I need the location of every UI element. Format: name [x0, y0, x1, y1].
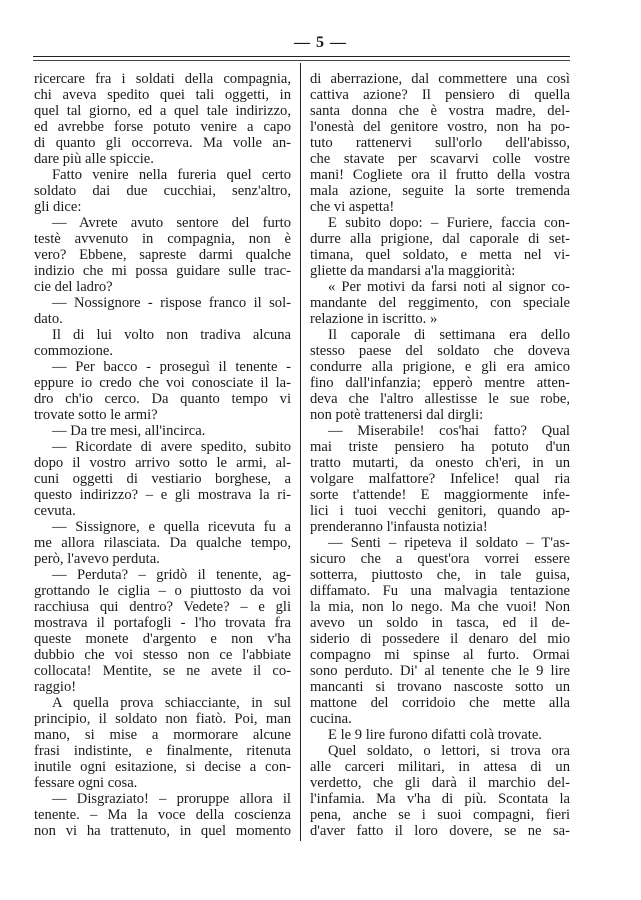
text-line: mani! Cogliete ora il frutto della vostra: [310, 167, 570, 183]
text-line: d'aver fatto il loro dovere, se ne sa-: [310, 823, 570, 839]
text-line: siderio di possedere il denaro del mio: [310, 631, 570, 647]
text-line: la mia, non lo nego. Ma che vuoi! Non: [310, 599, 570, 615]
paragraph: [310, 279, 570, 327]
text-line: soldato dai due cucchiai, senz'altro,: [34, 183, 291, 199]
text-line: queste monete d'argento e non v'ha: [34, 631, 291, 647]
text-line: lici i tuoi vecchi genitori, quando ap-: [310, 503, 570, 519]
paragraph: [34, 71, 291, 167]
text-line: testè avvenuto in compagnia, non è: [34, 231, 291, 247]
text-line: sotterra, piuttosto che, in tale guisa,: [310, 567, 570, 583]
text-line: che vi aspetta!: [310, 199, 395, 215]
text-line: me allora rilasciata. Da qualche tempo,: [34, 535, 291, 551]
header-rule-top: [33, 56, 570, 57]
text-line: commozione.: [34, 343, 114, 359]
text-line: mattone del corridoio che mette alla: [310, 695, 570, 711]
text-line: — Ricordate di avere spedito, subito: [52, 439, 291, 455]
text-line: tuto rattenervi sull'orlo dell'abisso,: [310, 135, 570, 151]
text-line: A quella prova schiacciante, in sul: [52, 695, 291, 711]
paragraph: [34, 423, 291, 439]
text-line: — Da tre mesi, all'incirca.: [52, 423, 206, 439]
paragraph: [310, 743, 570, 839]
text-line: non vi ha trattenuto, in quel momento: [34, 823, 291, 839]
text-line: cuni oggetti di vestiario borghese, a: [34, 471, 291, 487]
text-line: mancanti si trovano nascoste sotto un: [310, 679, 570, 695]
text-line: mala azione, seguite la sorte tremenda: [310, 183, 570, 199]
text-line: raggio!: [34, 679, 77, 695]
text-line: tratto mutarti, da onesto ch'eri, in un: [310, 455, 570, 471]
text-line: che stavate per scavarvi colle vostre: [310, 151, 570, 167]
paragraph: [34, 327, 291, 359]
text-line: — Disgraziato! – proruppe allora il: [52, 791, 291, 807]
text-line: Il caporale di settimana era dello: [328, 327, 570, 343]
right-column: [310, 71, 570, 839]
paragraph: [34, 215, 291, 295]
text-line: l'onestà del genitore vostro, non ha po-: [310, 119, 570, 135]
left-column: [34, 71, 291, 839]
text-line: principio, il soldato non fiatò. Poi, man: [34, 711, 291, 727]
text-line: — Miserabile! cos'hai fatto? Qual: [328, 423, 570, 439]
column-divider: [300, 63, 301, 841]
paragraph: [310, 727, 570, 743]
text-line: inutile ogni esitazione, si decise a con-: [34, 759, 291, 775]
text-line: pena, anche se i suoi compagni, fieri: [310, 807, 570, 823]
header-rule-bottom: [33, 60, 570, 61]
text-line: deva che l'altro allestisse le sue robe,: [310, 391, 570, 407]
text-line: fino dall'infanzia; epperò mentre atten-: [310, 375, 570, 391]
text-line: dubbio che voi stesso non ce l'abbiate: [34, 647, 291, 663]
text-line: però, l'avevo perduta.: [34, 551, 160, 567]
paragraph: [34, 439, 291, 519]
paragraph: [34, 359, 291, 423]
page-number: — 5 —: [294, 34, 347, 51]
text-line: eppure io credo che voi conosciate il la-: [34, 375, 291, 391]
text-line: diffamato. Fu una malvagia tentazione: [310, 583, 570, 599]
text-line: tenente. – Ma la voce della coscienza: [34, 807, 291, 823]
paragraph: [34, 791, 291, 839]
text-line: — Per bacco - proseguì il tenente -: [52, 359, 291, 375]
text-line: dare più alle spiccie.: [34, 151, 154, 167]
text-line: — Perduta? – gridò il tenente, ag-: [52, 567, 291, 583]
text-line: stesso paese del soldato che doveva: [310, 343, 570, 359]
text-line: frasi indistinte, e finalmente, ritenuta: [34, 743, 291, 759]
text-line: cattiva azione? Il pensiero di quella: [310, 87, 570, 103]
text-line: non potè trattenersi dal dirgli:: [310, 407, 484, 423]
text-line: sicuro che a quest'ora vorrei essere: [310, 551, 570, 567]
text-line: E le 9 lire furono difatti colà trovate.: [328, 727, 542, 743]
text-line: gliette da mandarsi a'la maggiorità:: [310, 263, 516, 279]
text-line: sorte t'attende! E maggiormente infe-: [310, 487, 570, 503]
text-line: cevuta.: [34, 503, 76, 519]
text-line: racchiusa qui dentro? Vedete? – e gli: [34, 599, 291, 615]
text-line: mandante del reggimento, con speciale: [310, 295, 570, 311]
text-line: compagno mi spinse al furto. Ormai: [310, 647, 570, 663]
text-line: cie del ladro?: [34, 279, 113, 295]
text-line: di aberrazione, dal commettere una così: [310, 71, 570, 87]
text-line: santa donna che è vostra madre, del-: [310, 103, 570, 119]
text-line: collocata! Mentite, se ne avete il co-: [34, 663, 291, 679]
text-line: dato.: [34, 311, 63, 327]
paragraph: [310, 327, 570, 423]
text-line: alle carceri militari, in attesa di un: [310, 759, 570, 775]
paragraph: [310, 423, 570, 535]
text-line: Quel soldato, o lettori, si trova ora: [328, 743, 570, 759]
text-line: chi aveva spedito quei tali oggetti, in: [34, 87, 291, 103]
text-line: prenderanno l'infausta notizia!: [310, 519, 488, 535]
text-line: gli dice:: [34, 199, 82, 215]
paragraph: [310, 535, 570, 727]
text-line: dro ch'io cerco. Da quanto tempo vi: [34, 391, 291, 407]
paragraph: [34, 519, 291, 567]
text-line: Il di lui volto non tradiva alcuna: [52, 327, 291, 343]
paragraph: [34, 295, 291, 327]
text-line: sono perduto. Di' al tenente che le 9 lire: [310, 663, 570, 679]
text-line: « Per motivi da farsi noti al signor co-: [328, 279, 570, 295]
text-line: mano, si mise a mormorare alcune: [34, 727, 291, 743]
text-line: indizio che mi possa guidare sulle trac-: [34, 263, 291, 279]
text-line: — Sissignore, e quella ricevuta fu a: [52, 519, 291, 535]
text-line: dopo il vostro arrivo sotto le armi, al-: [34, 455, 291, 471]
text-line: vero? Ebbene, sapreste darmi qualche: [34, 247, 291, 263]
text-line: durre alla prigione, dal caporale di set-: [310, 231, 570, 247]
paragraph: [34, 567, 291, 695]
text-line: E subito dopo: – Furiere, faccia con-: [328, 215, 570, 231]
text-line: fessare ogni cosa.: [34, 775, 138, 791]
paragraph: [34, 695, 291, 791]
text-line: — Nossignore - rispose franco il sol-: [52, 295, 291, 311]
text-line: mai triste pensiero ha potuto d'un: [310, 439, 570, 455]
text-line: relazione in iscritto. »: [310, 311, 438, 327]
text-line: condurre alla prigione, e gli era amico: [310, 359, 570, 375]
text-line: timana, quel soldato, e metta nel vi-: [310, 247, 570, 263]
text-line: l'infamia. Ma v'ha di più. Scontata la: [310, 791, 570, 807]
text-line: quel tal giorno, ed a quel tale indirizzo,: [34, 103, 291, 119]
paragraph: [310, 215, 570, 279]
paragraph: [34, 167, 291, 215]
text-line: — Senti – ripeteva il soldato – T'as-: [328, 535, 570, 551]
text-line: — Avrete avuto sentore del furto: [52, 215, 291, 231]
text-line: cucina.: [310, 711, 352, 727]
text-line: avevo un soldo in tasca, ed il de-: [310, 615, 570, 631]
text-line: questo indirizzo? – e gli mostrava la ri-: [34, 487, 291, 503]
text-line: grottando le ciglia – o piuttosto da voi: [34, 583, 291, 599]
text-line: trovate sotto le armi?: [34, 407, 158, 423]
text-line: ed avrebbe forse potuto venire a capo: [34, 119, 291, 135]
text-line: ricercare fra i soldati della compagnia,: [34, 71, 291, 87]
paragraph: [310, 71, 570, 215]
text-line: mostrava il portafogli - l'ho trovata fra: [34, 615, 291, 631]
text-line: volgare malfattore? Infelice! qual ria: [310, 471, 570, 487]
text-line: verdetto, che gli darà il marchio del-: [310, 775, 570, 791]
text-line: Fatto venire nella fureria quel certo: [52, 167, 291, 183]
text-line: di quanto gli occorreva. Ma volle an-: [34, 135, 291, 151]
